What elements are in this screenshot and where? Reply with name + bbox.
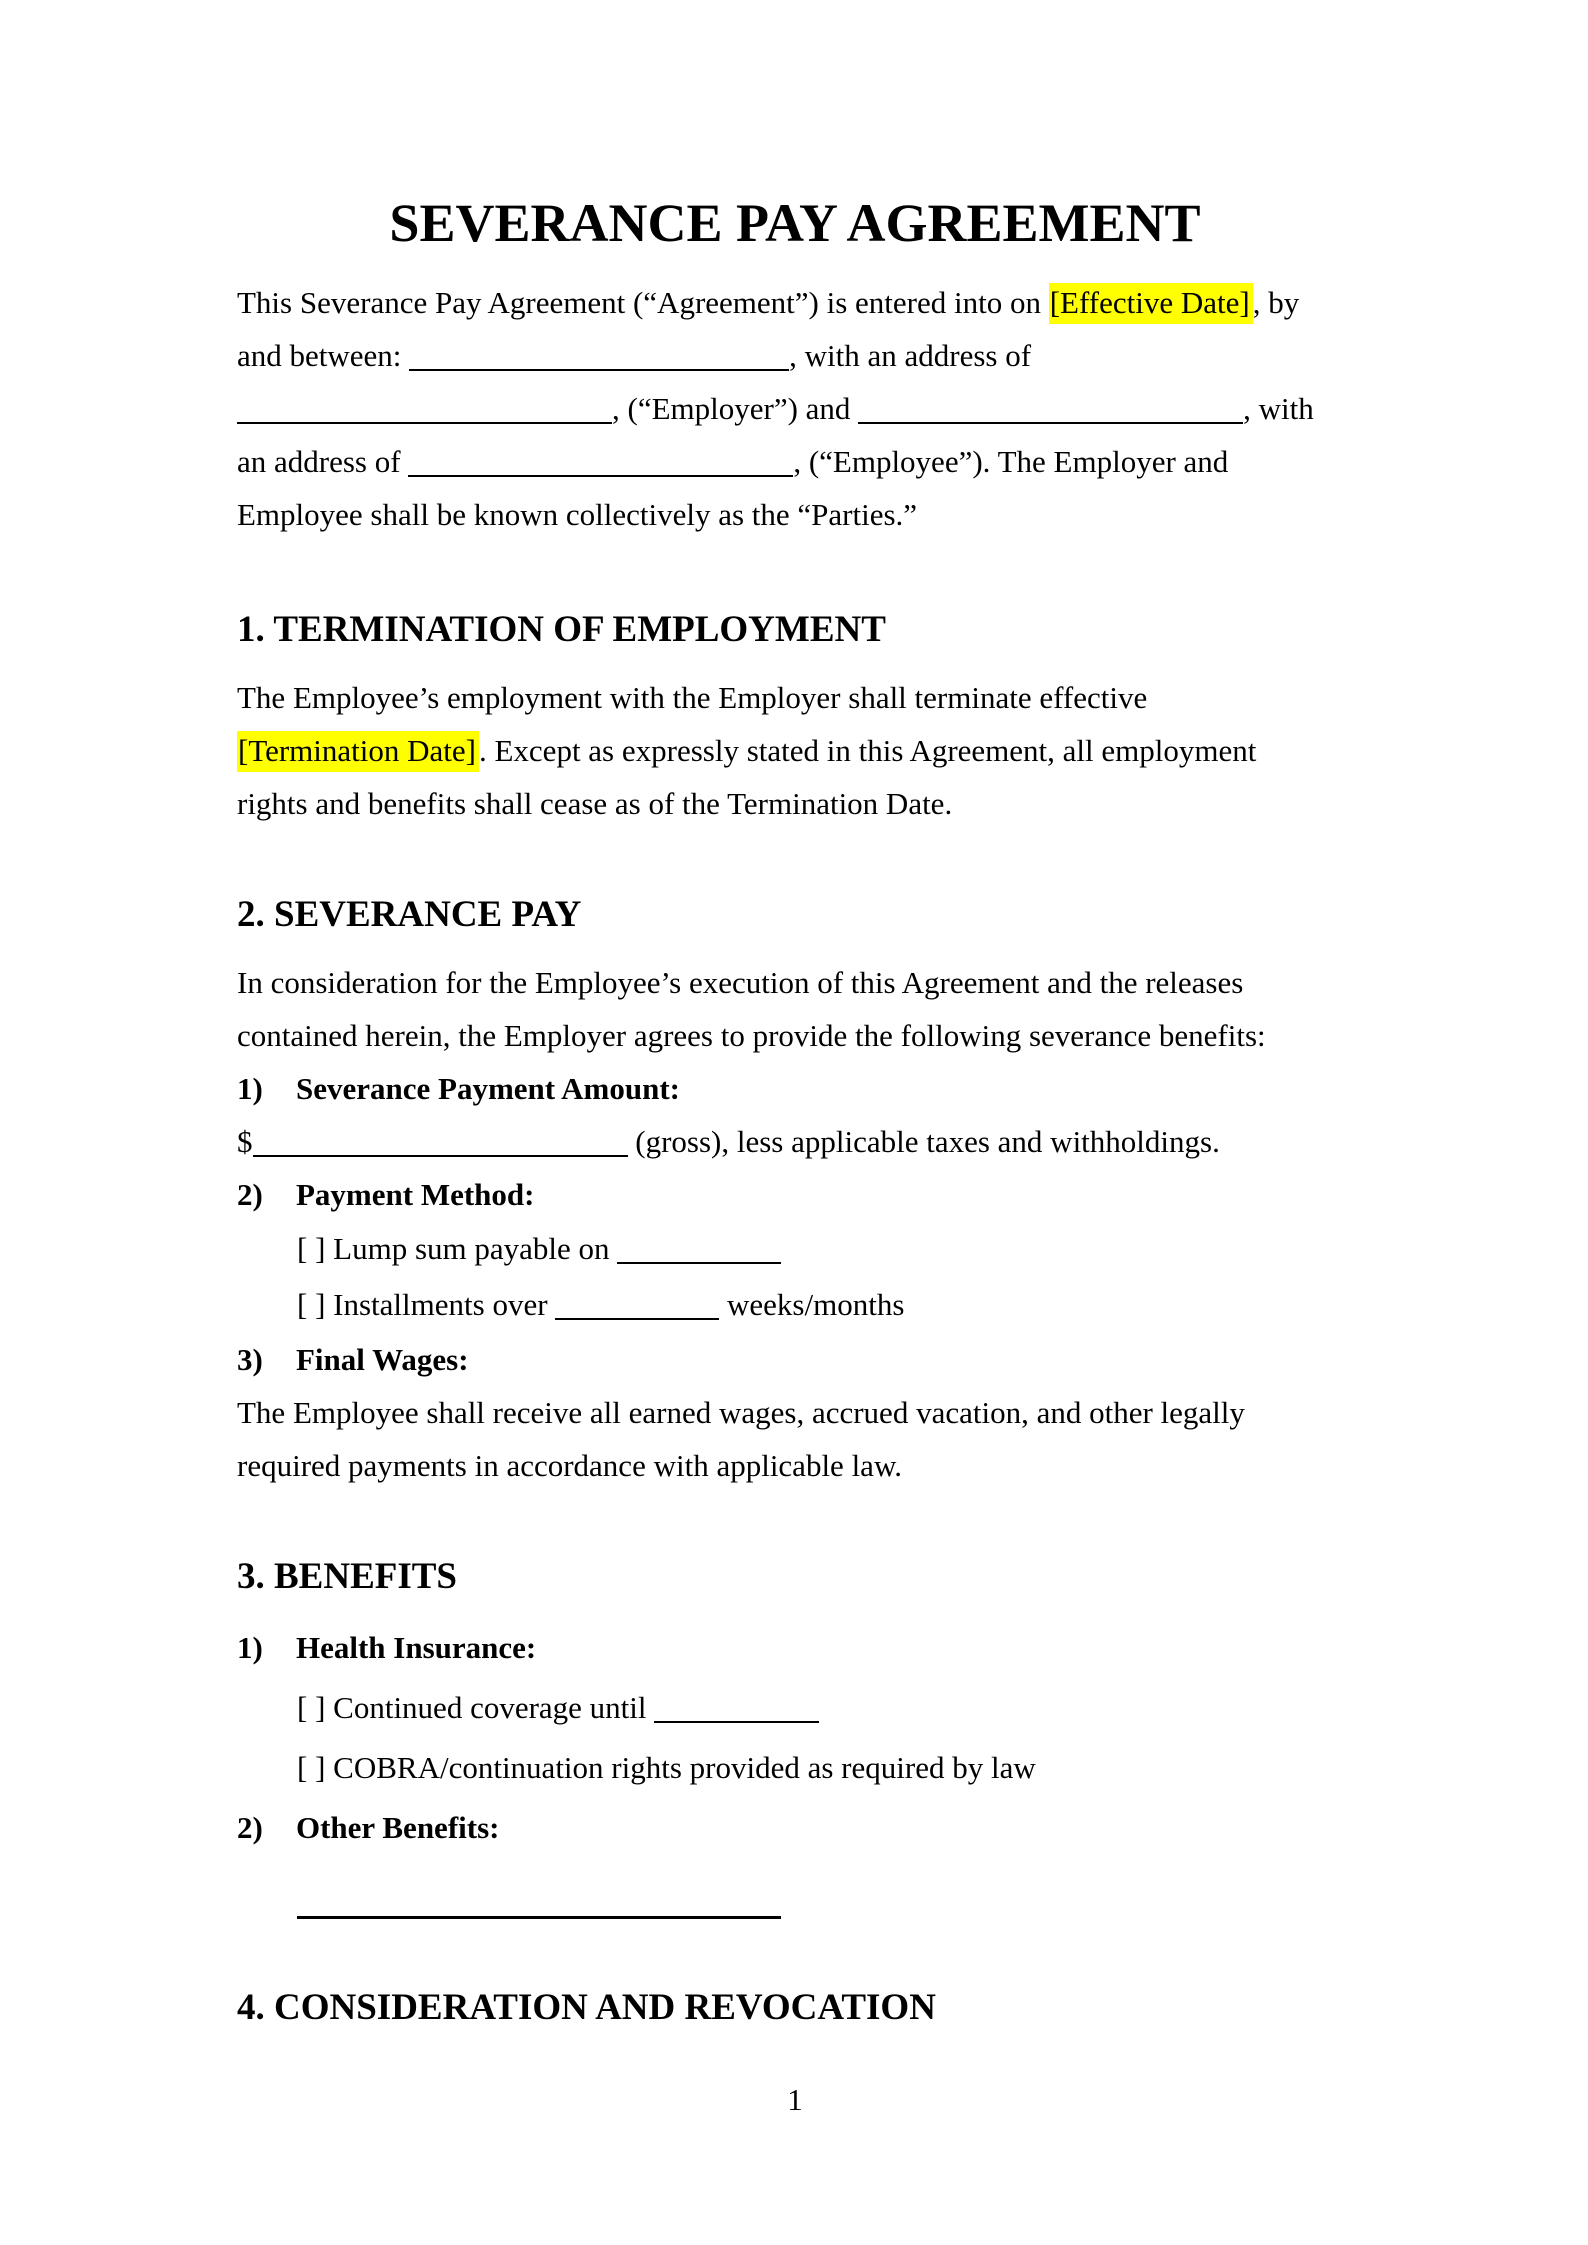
section-1-body [237, 671, 1353, 830]
checkbox-cobra[interactable]: [ ] [297, 1750, 326, 1785]
continued-coverage-option-row [237, 1678, 1353, 1738]
option-label: weeks/months [719, 1287, 905, 1322]
section-1-line-1 [237, 671, 1353, 724]
intro-text: and between: [237, 338, 410, 373]
body-text: The Employee shall receive all earned wages, accrued vacation, and other legally [237, 1395, 1245, 1430]
section-3-heading: 3. BENEFITS [237, 1556, 458, 1597]
section-4-heading: 4. CONSIDERATION AND REVOCATION [237, 1987, 936, 2028]
intro-paragraph [237, 276, 1353, 541]
list-item-final-wages [237, 1333, 1353, 1386]
list-number: 3) [237, 1342, 263, 1377]
intro-line-4 [237, 435, 1353, 488]
blank-employer-address[interactable] [237, 422, 612, 424]
installments-option-row [237, 1277, 1353, 1333]
body-text: contained herein, the Employer agrees to provide the following severance benefits: [237, 1018, 1266, 1053]
blank-coverage-date[interactable] [654, 1721, 819, 1723]
body-text: . Except as expressly stated in this Agreement, all employment [478, 733, 1257, 768]
section-2-body [237, 956, 1353, 1492]
body-text: The Employee’s employment with the Employer shall terminate effective [237, 680, 1148, 715]
blank-other-benefits[interactable] [297, 1870, 781, 1919]
section-1-line-3 [237, 777, 1353, 830]
list-item-other-benefits [237, 1798, 1353, 1858]
blank-employee-name[interactable] [858, 422, 1243, 424]
option-label: Lump sum payable on [325, 1231, 618, 1266]
page-number: 1 [787, 2082, 803, 2117]
intro-text: , with an address of [789, 338, 1032, 373]
section-2-intro-line-2 [237, 1009, 1353, 1062]
list-item-severance-amount [237, 1062, 1353, 1115]
intro-text: an address of [237, 444, 409, 479]
checkbox-lump-sum[interactable]: [ ] [297, 1231, 326, 1266]
lump-sum-option-row [237, 1221, 1353, 1277]
intro-text: , (“Employee”). The Employer and [793, 444, 1229, 479]
list-item-health-insurance [237, 1618, 1353, 1678]
body-text: required payments in accordance with applicable law. [237, 1448, 903, 1483]
list-number: 2) [237, 1810, 263, 1845]
intro-line-5 [237, 488, 1353, 541]
blank-employer-name[interactable] [409, 369, 789, 371]
section-1-line-2 [237, 724, 1353, 777]
list-item-label: Other Benefits: [296, 1810, 500, 1845]
effective-date-highlight[interactable]: [Effective Date] [1049, 283, 1253, 324]
blank-severance-amount[interactable] [253, 1155, 628, 1157]
list-item-label: Final Wages: [296, 1342, 469, 1377]
intro-line-2 [237, 329, 1353, 382]
section-2-heading: 2. SEVERANCE PAY [237, 894, 582, 935]
final-wages-line-2 [237, 1439, 1353, 1492]
cobra-option-row [237, 1738, 1353, 1798]
termination-date-highlight[interactable]: [Termination Date] [237, 731, 479, 772]
list-number: 1) [237, 1071, 263, 1106]
intro-text: , with [1243, 391, 1314, 426]
blank-employee-address[interactable] [408, 475, 793, 477]
option-label: COBRA/continuation rights provided as required by law [325, 1750, 1036, 1785]
list-item-label: Health Insurance: [296, 1630, 537, 1665]
doc-title: SEVERANCE PAY AGREEMENT [389, 193, 1201, 253]
blank-installment-period[interactable] [555, 1318, 719, 1320]
severance-amount-line [237, 1115, 1353, 1168]
list-item-label: Severance Payment Amount: [296, 1071, 680, 1106]
section-1-heading: 1. TERMINATION OF EMPLOYMENT [237, 609, 886, 650]
final-wages-line-1 [237, 1386, 1353, 1439]
body-text: rights and benefits shall cease as of the Termination Date. [237, 786, 953, 821]
intro-text: Employee shall be known collectively as the “Parties.” [237, 497, 918, 532]
body-text: In consideration for the Employee’s execution of this Agreement and the releases [237, 965, 1244, 1000]
intro-text: , by [1252, 285, 1300, 320]
other-benefits-blank-row [237, 1870, 1353, 1919]
list-number: 2) [237, 1177, 263, 1212]
blank-lump-sum-date[interactable] [617, 1262, 781, 1264]
intro-line-1 [237, 276, 1353, 329]
checkbox-continued-coverage[interactable]: [ ] [297, 1690, 326, 1725]
option-label: Continued coverage until [325, 1690, 655, 1725]
list-item-label: Payment Method: [296, 1177, 535, 1212]
document-content [0, 192, 1588, 2126]
list-item-payment-method [237, 1168, 1353, 1221]
intro-line-3 [237, 382, 1353, 435]
currency-symbol: $ [237, 1124, 253, 1159]
list-number: 1) [237, 1630, 263, 1665]
checkbox-installments[interactable]: [ ] [297, 1287, 326, 1322]
section-3-body [237, 1618, 1353, 1919]
intro-text: , (“Employer”) and [612, 391, 859, 426]
intro-text: This Severance Pay Agreement (“Agreement”) is entered into on [237, 285, 1049, 320]
section-2-intro-line-1 [237, 956, 1353, 1009]
option-label: Installments over [325, 1287, 556, 1322]
body-text: (gross), less applicable taxes and withholdings. [627, 1124, 1220, 1159]
